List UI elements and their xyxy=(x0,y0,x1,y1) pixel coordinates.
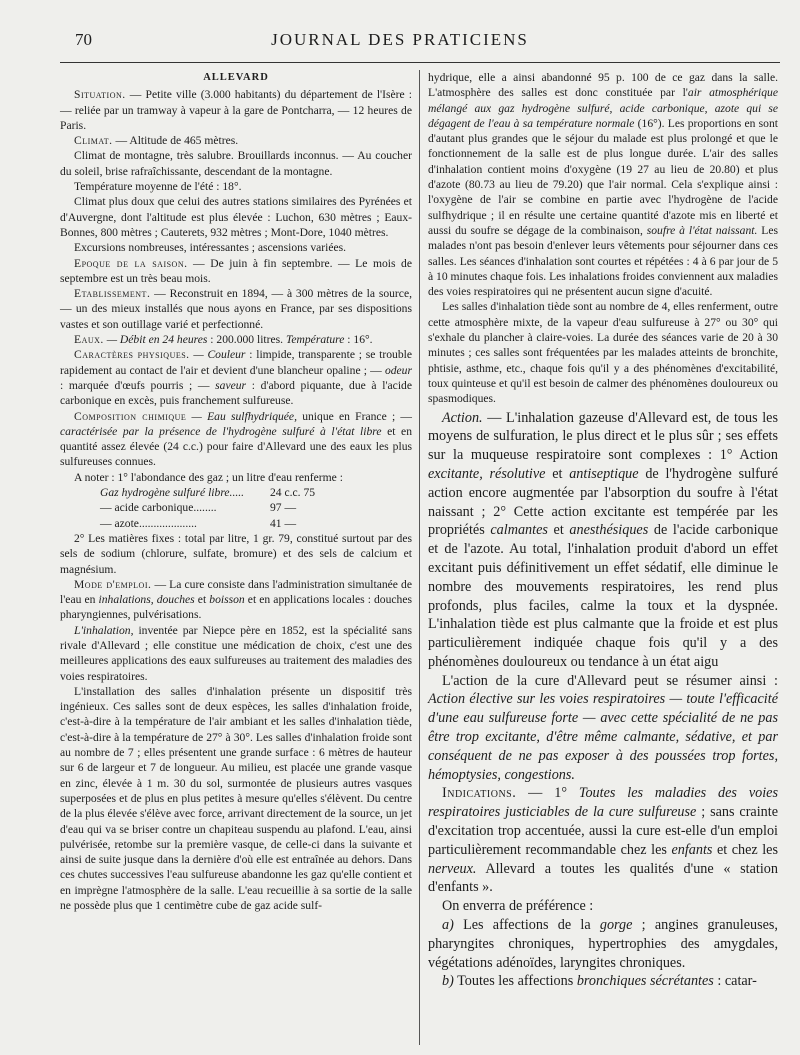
paragraph-temperature: Température moyenne de l'été : 18°. xyxy=(74,180,242,194)
text-compo-1: unique en France ; — xyxy=(296,409,412,423)
paragraph-etablissement xyxy=(60,286,412,332)
gas-name: — azote.................... xyxy=(100,516,197,530)
text-atm-3: Les malades n'ont pas besoin d'enlever leurs vêtements pour séjourner dans ces salles. Les séances d'inhalation sont courtes et répétées : 4 à 6 par jour de 5 à 10 minutes chaque fois. Les inhalations froides conviennent aux maladies des voies respiratoires qui ne présentent aucun signe d'acuité. xyxy=(428,223,779,299)
text-indic-it2: enfants xyxy=(671,841,713,858)
paragraph-installation: L'installation des salles d'inhalation présente un dispositif très ingénieux. Ces salles sont de deux espèces, les salles d'inhalation froide, c'est-à-dire à la température de l'air ambiant et les salles d'inhalation tiède, c'est-à-dire à la température de 27° à 30°. Les salles d'inhalation froide sont au nombre de 7 ; elles présentent une grande surface : 6 mètres de hauteur sur 6 de largeur et 7 de longueur. Au milieu, est placée une grande vasque en zinc, élevée à 1 m. 30 du sol, surmontée de plusieurs autres vasques superposées et de plus en plus petites à mesure qu'elles s'élèvent. Du centre de la plus élevée s'élève avec force, arrivant directement de la source, un jet d'eau qui va se briser contre un chapiteau suspendu au plafond. L'eau, ainsi pulvérisée, retombe sur la première vasque, de celle-ci dans la suivante et ainsi de suite jusque dans la dernière d'où elle est entraînée au dehors. Dans ces chutes successives l'eau sulfureuse abandonne les gaz qu'elle contient et en imprègne l'atmosphère de la salle. L'eau recueillie à sa sortie de la salle ne possède plus que 1 centimètre cube de gaz acide sulf- xyxy=(60,684,412,913)
paragraph-action xyxy=(428,409,778,672)
text-b-1: Toutes les affections xyxy=(453,973,577,990)
text-couleur: — Couleur xyxy=(189,348,246,362)
section-title: ALLEVARD xyxy=(203,72,269,83)
label-etablissement: Etablissement. xyxy=(74,287,151,301)
text-situation: — Petite ville (3.000 habitants) du département de l'Isère : — reliée par un tramway à vapeur à la gare de Pontcharra, — 12 heures de Paris. xyxy=(60,88,412,132)
text-atm-it: air atmosphérique mélangé aux gaz hydrogène sulfuré, acide carbonique, azote qui se dégagent de l'eau à sa température normale xyxy=(428,86,778,130)
gas-row xyxy=(100,516,412,531)
text-odeur: odeur xyxy=(384,363,412,377)
text-inhal-it: L'inhalation, xyxy=(74,623,134,637)
paragraph-climat-2: Climat de montagne, très salubre. Brouillards inconnus. — Au coucher du soleil, brise rafraîchissante, descendant de la montagne. xyxy=(60,149,412,178)
right-column xyxy=(428,70,778,991)
text-action-it4: anesthésiques xyxy=(569,522,649,539)
gas-value: 24 c.c. 75 xyxy=(270,486,316,500)
paragraph-excursions: Excursions nombreuses, intéressantes ; ascensions variées. xyxy=(74,241,347,255)
text-carac-2: : marquée d'œufs pourris ; — xyxy=(60,378,216,392)
label-b: b) xyxy=(442,973,454,990)
paragraph-epoque xyxy=(60,256,412,287)
text-atm-it2: soufre à l'état naissant. xyxy=(646,223,758,237)
text-mode-it2: boisson xyxy=(209,593,245,607)
gas-row xyxy=(100,485,412,500)
gas-table xyxy=(100,485,412,531)
text-inhal: inventée par Niepce père en 1852, est la spécialité sans rivale d'Allevard ; elle constitue une médication de choix, c'est une des meilleures applications des eaux sulfureuses au traitement des maladies des voies respiratoires. xyxy=(60,623,412,683)
label-mode-emploi: Mode d'emploi. xyxy=(74,577,152,591)
paragraph-climat xyxy=(60,133,412,148)
text-a-it: gorge xyxy=(599,917,633,934)
text-indic-4: Allevard a toutes les qualités d'une « station d'enfants ». xyxy=(428,860,778,896)
paragraph-gorge xyxy=(428,916,778,972)
text-etablissement: — Reconstruit en 1894, — à 300 mètres de la source, — un des mieux installés que nous ayons en France, par ses dispositions vastes et son outillage varié et perfectionné. xyxy=(60,287,412,331)
paragraph-eaux xyxy=(60,332,412,347)
text-climat: — Altitude de 465 mètres. xyxy=(112,134,239,148)
text-atm-2: (16°). Les proportions en sont d'autant plus grandes que le séjour du malade est plus prolongé et que le fonctionnement de la salle est de plus longue durée. L'air des salles d'inhalation contient moins d'oxygène (19 27 au lieu de 20.80) et plus d'azote (80.73 au lieu de 79.20) que l'air normal. Cela s'explique ainsi : l'oxygène de l'air se combine en partie avec l'hydrogène de l'acide sulfhydrique ; il en résulte une certaine quantité d'azote mis en liberté et aussi du soufre se dégage de la combinaison, xyxy=(428,116,778,237)
paragraph-composition xyxy=(60,409,412,470)
text-compo-2: et en quantité assez élevée (24 c.c.) pour faire d'Allevard une des eaux les plus sulfureuses connues. xyxy=(60,424,412,469)
text-a-1: Les affections de la xyxy=(453,917,600,934)
text-eaux-debit: — Débit en 24 heures xyxy=(103,333,208,347)
text-eaux-end: : 16°. xyxy=(344,333,373,347)
gas-name: Gaz hydrogène sulfuré libre..... xyxy=(100,486,245,500)
text-a-2: ; angines granuleuses, pharyngites chroniques, hypertrophies des amygdales, végétations adénoïdes, laryngites chroniques. xyxy=(428,917,778,971)
label-composition: Composition chimique xyxy=(74,409,187,423)
text-epoque: — De juin à fin septembre. — Le mois de septembre est un très beau mois. xyxy=(60,256,412,285)
text-resume-it: Action élective sur les voies respiratoires — toute l'efficacité d'une eau sulfureuse forte — avec cette spécialité de ne pas être trop excitante, d'être même calmante, sédative, et par conséquent de ne pas exposer à des poussées trop fortes, hémoptysies, congestions. xyxy=(428,691,778,783)
paragraph-mode-emploi xyxy=(60,577,412,623)
paragraph-a-noter: A noter : 1° l'abondance des gaz ; un litre d'eau renferme : xyxy=(74,470,343,484)
paragraph-situation xyxy=(60,87,412,133)
text-saveur: saveur xyxy=(215,378,247,392)
label-eaux: Eaux. xyxy=(74,333,104,347)
text-mode-1: — La cure consiste dans l'administration simultanée de l'eau en xyxy=(60,577,412,607)
text-mode-3: et en applications locales : douches pharyngiennes, pulvérisations. xyxy=(60,593,413,622)
label-indications: Indications. xyxy=(442,785,517,802)
paragraph-climat-doux: Climat plus doux que celui des autres stations similaires des Pyrénées et d'Auvergne, dont l'altitude est plus élevée : Luchon, 630 mètres ; Eaux-Bonnes, 800 mètres ; Cauterets, 932 mètres ; Mont-Dore, 1040 mètres. xyxy=(60,195,412,239)
text-eaux-temp: Température xyxy=(285,333,345,347)
text-action-2: et xyxy=(545,465,570,482)
text-resume: L'action de la cure d'Allevard peut se résumer ainsi : xyxy=(442,672,778,689)
paragraph-preference: On enverra de préférence : xyxy=(442,898,594,915)
gas-row xyxy=(100,500,412,515)
text-compo-eau: — Eau sulfhydriquée, xyxy=(186,409,297,423)
left-column xyxy=(60,70,412,913)
paragraph-bronchiques xyxy=(428,972,778,991)
text-atm-1: hydrique, elle a ainsi abandonné 95 p. 100 de ce gaz dans la salle. L'atmosphère des salles est donc constituée par l' xyxy=(428,71,778,100)
gas-value: 97 — xyxy=(270,501,297,515)
text-indic-it3: nerveux. xyxy=(428,860,477,877)
text-compo-carac: caractérisée par la présence de l'hydrogène sulfuré à l'état libre xyxy=(60,424,382,438)
paragraph-inhalation xyxy=(60,623,412,684)
text-mode-it: inhalations, douches xyxy=(98,593,195,607)
text-indic-3: et chez les xyxy=(712,841,778,858)
text-action-it1: excitante, résolutive xyxy=(428,465,546,482)
text-action-5: de l'acide carbonique et de l'azote. Au total, l'inhalation produit d'abord un effet excitant puis définitivement un effet sédatif, elle diminue le nombre des mouvements respiratoires, les rend plus profonds, plus faciles, calme la toux et la dyspnée. L'inhalation tiède est plus calmante que la froide et est plus particulièrement indiquée chaque fois qu'il y a des phénomènes douloureux ou tendance à un état aigu xyxy=(428,522,778,670)
paragraph-atmosphere xyxy=(428,70,778,299)
text-action-it3: calmantes xyxy=(490,522,548,539)
text-indic-1: — 1° xyxy=(516,785,579,802)
paragraph-resume xyxy=(428,672,778,785)
text-b-it: bronchiques sécrétantes xyxy=(576,973,714,990)
text-indic-it1: Toutes les maladies des voies respiratoires justiciables de la cure sulfureuse xyxy=(428,785,778,821)
text-action-it2: antiseptique xyxy=(569,465,639,482)
page-header xyxy=(0,30,800,54)
label-action: Action. xyxy=(442,409,483,426)
text-indic-2: ; sans crainte d'excitation trop accentuée, aussi la cure est-elle d'un emploi particulièrement recommandable chez les xyxy=(428,804,778,858)
page-number: 70 xyxy=(75,30,92,49)
gas-value: 41 — xyxy=(270,516,297,530)
text-eaux-mid: : 200.000 litres. xyxy=(207,333,286,347)
paragraph-matieres: 2° Les matières fixes : total par litre, 1 gr. 79, constitué surtout par des sels de sodium (chlorure, sulfate, bromure) et des sels de calcium et magnésium. xyxy=(60,531,412,576)
column-divider xyxy=(419,70,420,1045)
text-mode-2: et xyxy=(194,593,210,607)
paragraph-caracteres xyxy=(60,347,412,408)
text-action-4: et xyxy=(547,522,570,539)
paragraph-indications xyxy=(428,784,778,897)
text-carac-1: : limpide, transparente ; se trouble rapidement au contact de l'air et devient d'une blancheur opaline ; — xyxy=(60,348,412,377)
text-action-3: de l'hydrogène sulfuré action encore augmentée par l'absorption du soufre à l'état naissant ; 2° Cette action excitante est tempérée par les propriétés xyxy=(428,465,778,539)
text-carac-3: : d'abord piquante, due à l'acide carbonique en excès, puis franchement sulfureuse. xyxy=(60,378,412,408)
paragraph-salles-tiedes: Les salles d'inhalation tiède sont au nombre de 4, elles renferment, outre cette atmosphère mixte, de la vapeur d'eau sulfureuse à 27° ou 30° qui s'exhale du plancher à claire-voies. La durée des séances varie de 20 à 30 minutes ; ces salles sont fréquentées par les malades atteints de bronchite, phtisie, asthme, etc., chaque fois qu'il y a des phénomènes d'excitabilité, toux quinteuse et qu'il est besoin de calmer des phénomènes douloureux ou spasmodiques. xyxy=(428,300,778,406)
label-situation: Situation. xyxy=(74,88,126,102)
label-caracteres: Caractères physiques. xyxy=(74,348,190,362)
gas-name: — acide carbonique........ xyxy=(100,501,217,515)
text-action-1: — L'inhalation gazeuse d'Allevard est, de tous les moyens de sulfuration, le plus direct et le plus sûr ; ses effets sur la muqueuse respiratoire sont complexes : 1° Action xyxy=(428,409,778,464)
label-a: a) xyxy=(442,917,454,934)
text-b-2: : catar- xyxy=(713,973,757,990)
header-rule xyxy=(60,62,780,63)
label-epoque: Epoque de la saison. xyxy=(74,256,188,270)
journal-title: JOURNAL DES PRATICIENS xyxy=(271,30,529,49)
label-climat: Climat. xyxy=(74,134,113,148)
